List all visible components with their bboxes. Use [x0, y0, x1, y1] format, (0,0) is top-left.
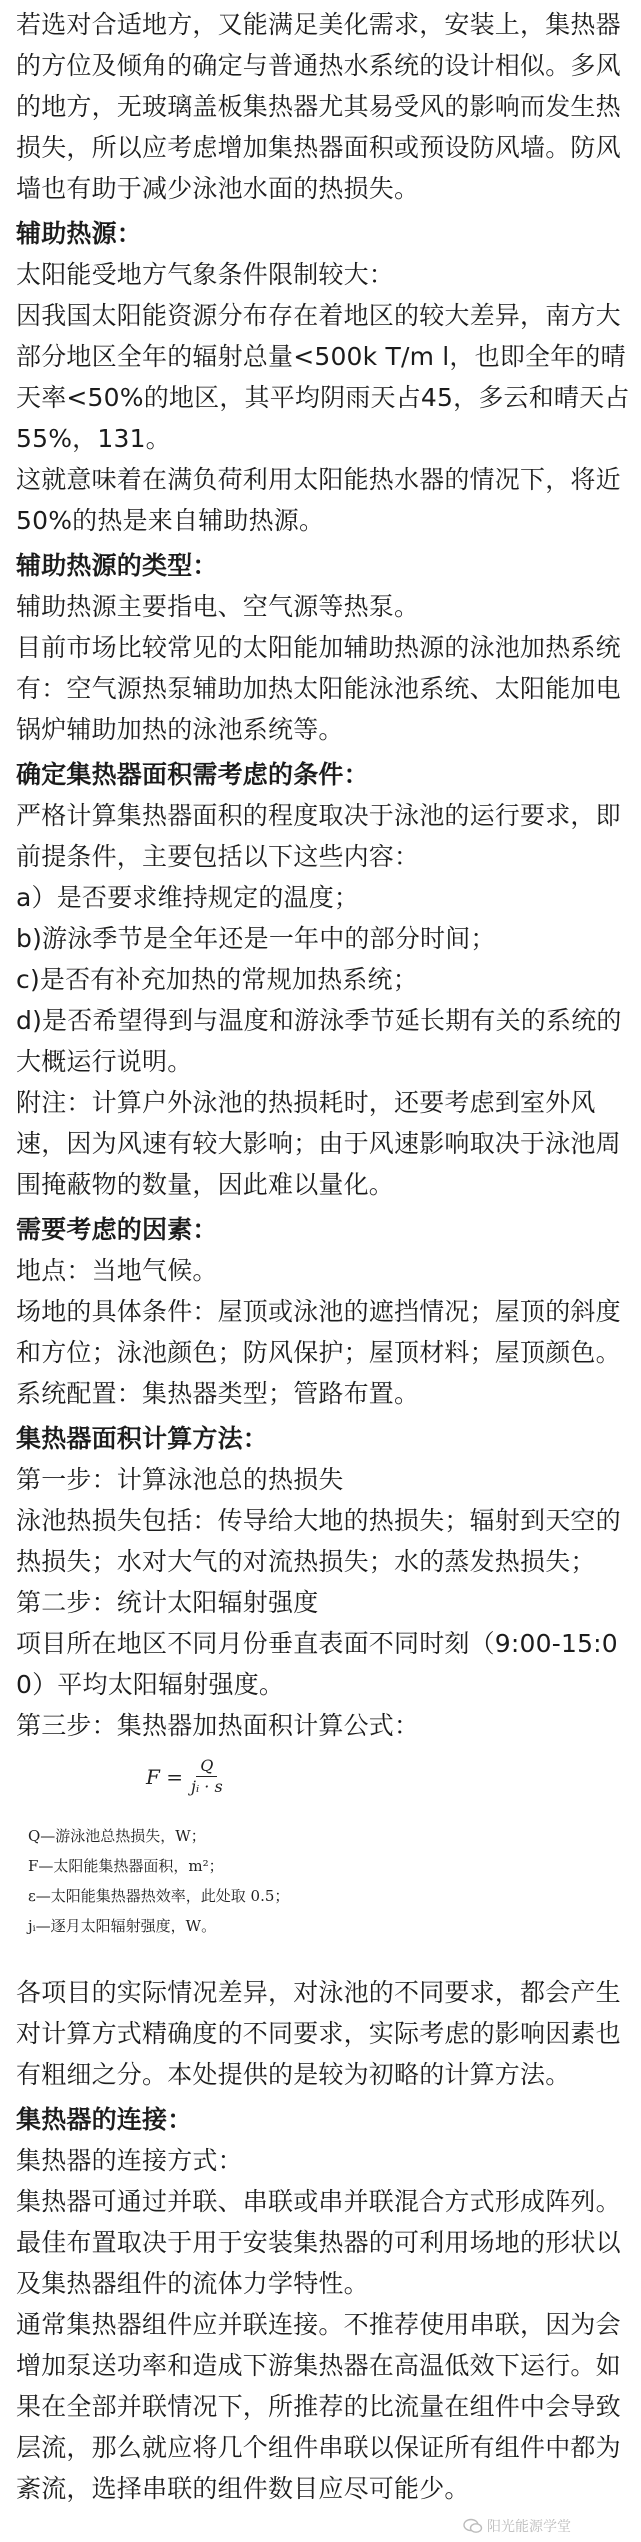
paragraph: 因我国太阳能资源分布存在着地区的较大差异，南方大部分地区全年的辐射总量<500k T/m l，也即全年的晴天率<50%的地区，其平均阴雨天占45，多云和晴天占55%，131。 [16, 301, 630, 453]
paragraph: 系统配置：集热器类型；管路布置。 [16, 1379, 420, 1408]
heading-collector-connection: 集热器的连接： [16, 2105, 193, 2134]
chat-icon [463, 2518, 483, 2534]
paragraph: 集热器的连接方式： [16, 2146, 243, 2175]
heading-factors: 需要考虑的因素： [16, 1215, 218, 1244]
heading-area-calculation: 集热器面积计算方法： [16, 1424, 269, 1453]
paragraph: 集热器可通过并联、串联或串并联混合方式形成阵列。最佳布置取决于用于安装集热器的可利用场地的形状以及集热器组件的流体力学特性。 [16, 2187, 621, 2298]
list-item: c)是否有补充加热的常规加热系统； [16, 965, 418, 994]
paragraph: 辅助热源主要指电、空气源等热泵。 [16, 592, 420, 621]
list-item: a）是否要求维持规定的温度； [16, 883, 360, 912]
list-item: d)是否希望得到与温度和游泳季节延长期有关的系统的大概运行说明。 [16, 1006, 622, 1076]
formula-definition: jᵢ—逐月太阳辐射强度，W。 [28, 1917, 217, 1935]
formula-block [16, 1752, 631, 1968]
paragraph: 通常集热器组件应并联连接。不推荐使用串联，因为会增加泵送功率和造成下游集热器在高温低效下运行。如果在全部并联情况下，所推荐的比流量在组件中会导致层流，那么就应将几个组件串联以保证所有组件中都为紊流，选择串联的组件数目应尽可能少。 [16, 2310, 621, 2503]
watermark [463, 2516, 571, 2536]
paragraph-step: 第三步：集热器加热面积计算公式： [16, 1711, 420, 1740]
formula-definition: Q—游泳池总热损失，W； [28, 1827, 206, 1845]
heading-auxiliary-heat: 辅助热源： [16, 219, 143, 248]
heading-collector-area-conditions: 确定集热器面积需考虑的条件： [16, 760, 369, 789]
paragraph: 这就意味着在满负荷利用太阳能热水器的情况下，将近50%的热是来自辅助热源。 [16, 465, 621, 535]
formula-denominator: jᵢ · s [191, 1777, 223, 1796]
formula-equation [146, 1756, 223, 1797]
heading-auxiliary-heat-types: 辅助热源的类型： [16, 551, 218, 580]
paragraph-note: 附注：计算户外泳池的热损耗时，还要考虑到室外风速，因为风速有较大影响；由于风速影响取决于泳池周围掩蔽物的数量，因此难以量化。 [16, 1088, 621, 1199]
paragraph: 各项目的实际情况差异，对泳池的不同要求，都会产生对计算方式精确度的不同要求，实际考虑的影响因素也有粗细之分。本处提供的是较为初略的计算方法。 [16, 1978, 621, 2089]
formula-definition: F—太阳能集热器面积，m²； [28, 1857, 224, 1875]
paragraph: 目前市场比较常见的太阳能加辅助热源的泳池加热系统有：空气源热泵辅助加热太阳能泳池系统、太阳能加电锅炉辅助加热的泳池系统等。 [16, 633, 621, 744]
list-item: b)游泳季节是全年还是一年中的部分时间； [16, 924, 496, 953]
paragraph: 项目所在地区不同月份垂直表面不同时刻（9:00-15:00）平均太阳辐射强度。 [16, 1629, 618, 1699]
watermark-text: 阳光能源学堂 [487, 2519, 571, 2535]
formula-lhs: F = [146, 1764, 183, 1789]
paragraph-step: 第一步：计算泳池总的热损失 [16, 1465, 344, 1494]
formula-fraction [191, 1756, 223, 1797]
formula-definition: ε—太阳能集热器热效率，此处取 0.5； [28, 1887, 290, 1905]
paragraph: 严格计算集热器面积的程度取决于泳池的运行要求，即前提条件，主要包括以下这些内容： [16, 801, 621, 871]
paragraph: 地点：当地气候。 [16, 1256, 218, 1285]
paragraph-intro: 若选对合适地方，又能满足美化需求，安装上，集热器的方位及倾角的确定与普通热水系统的设计相似。多风的地方，无玻璃盖板集热器尤其易受风的影响而发生热损失，所以应考虑增加集热器面积或预设防风墙。防风墙也有助于减少泳池水面的热损失。 [16, 10, 621, 203]
formula-numerator: Q [196, 1756, 217, 1777]
paragraph-step: 第二步：统计太阳辐射强度 [16, 1588, 319, 1617]
paragraph: 太阳能受地方气象条件限制较大： [16, 260, 395, 289]
paragraph: 场地的具体条件：屋顶或泳池的遮挡情况；屋顶的斜度和方位；泳池颜色；防风保护；屋顶材料；屋顶颜色。 [16, 1297, 621, 1367]
paragraph: 泳池热损失包括：传导给大地的热损失；辐射到天空的热损失；水对大气的对流热损失；水的蒸发热损失； [16, 1506, 621, 1576]
